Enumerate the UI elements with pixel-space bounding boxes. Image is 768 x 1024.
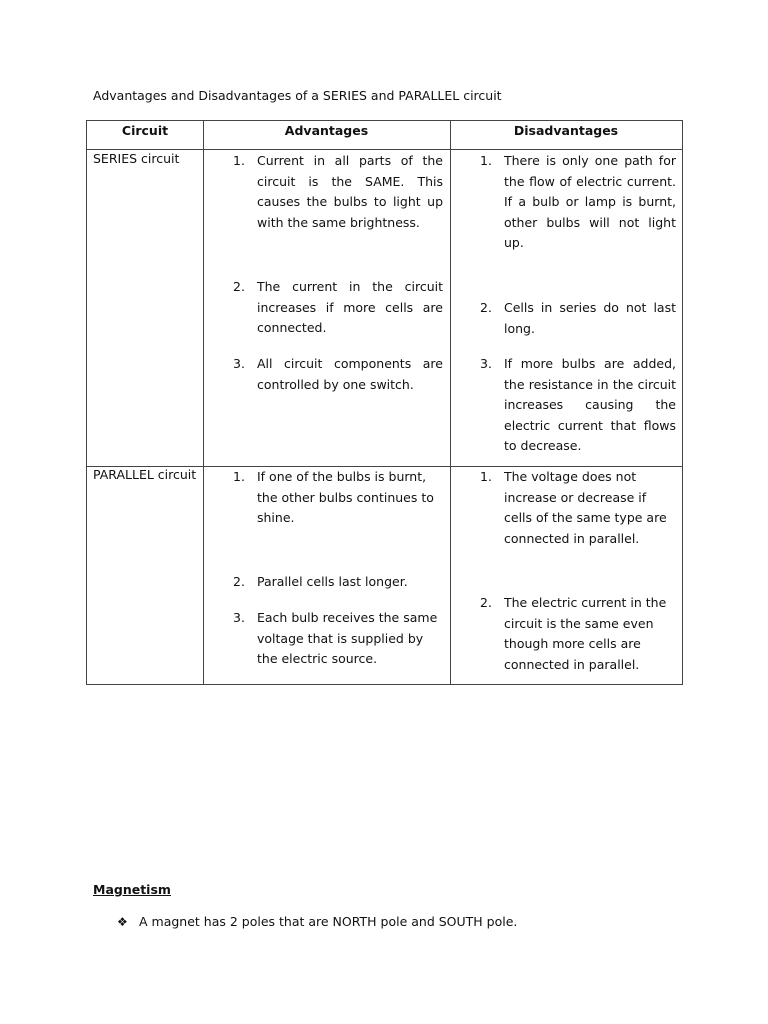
parallel-disadvantage-item <box>480 467 676 549</box>
item-text: The electric current in the circuit is the same even though more cells are connected in parallel. <box>504 595 667 672</box>
series-advantage-item <box>233 151 443 233</box>
item-number: 1. <box>233 153 245 168</box>
parallel-advantage-item <box>233 467 443 529</box>
item-text: Parallel cells last longer. <box>257 574 408 589</box>
item-text: The current in the circuit increases if more cells are connected. <box>257 279 443 335</box>
series-advantage-item <box>233 354 443 396</box>
header-disadvantages: Disadvantages <box>513 123 619 138</box>
item-number: 3. <box>233 610 245 625</box>
parallel-disadvantage-item <box>480 593 676 675</box>
diamond-bullet-icon: ❖ <box>117 915 128 929</box>
item-text: All circuit components are controlled by one switch. <box>257 356 443 392</box>
item-number: 3. <box>233 356 245 371</box>
item-number: 2. <box>480 300 492 315</box>
parallel-advantage-item <box>233 572 443 594</box>
item-text: If one of the bulbs is burnt, the other bulbs continues to shine. <box>257 469 434 525</box>
header-advantages: Advantages <box>284 123 369 138</box>
row-label-parallel: PARALLEL circuit <box>93 467 197 482</box>
parallel-advantage-item <box>233 608 443 670</box>
magnetism-heading: Magnetism <box>93 882 171 897</box>
bullet-list-item <box>117 914 517 929</box>
item-number: 2. <box>480 595 492 610</box>
series-disadvantage-item <box>480 151 676 253</box>
header-circuit: Circuit <box>121 123 169 138</box>
item-number: 2. <box>233 574 245 589</box>
series-disadvantage-item <box>480 354 676 458</box>
item-text: There is only one path for the flow of electric current. If a bulb or lamp is burnt, other bulbs will not light up. <box>504 153 676 250</box>
series-advantage-item <box>233 277 443 339</box>
document-title: Advantages and Disadvantages of a SERIES and PARALLEL circuit <box>93 88 502 103</box>
column-divider <box>450 121 451 684</box>
row-label-series: SERIES circuit <box>93 151 180 166</box>
series-disadvantage-item <box>480 298 676 340</box>
item-number: 1. <box>233 469 245 484</box>
item-text: Each bulb receives the same voltage that is supplied by the electric source. <box>257 610 438 666</box>
item-text: If more bulbs are added, the resistance in the circuit increases causing the electric current that flows to decrease. <box>504 356 676 453</box>
item-number: 1. <box>480 469 492 484</box>
item-number: 1. <box>480 153 492 168</box>
column-divider <box>203 121 204 684</box>
circuit-comparison-table <box>86 120 683 685</box>
item-text: The voltage does not increase or decrease if cells of the same type are connected in parallel. <box>504 469 667 546</box>
row-divider <box>87 149 682 150</box>
item-number: 2. <box>233 279 245 294</box>
item-text: Current in all parts of the circuit is the SAME. This causes the bulbs to light up with the same brightness. <box>257 153 443 230</box>
item-number: 3. <box>480 356 492 371</box>
item-text: Cells in series do not last long. <box>504 300 676 336</box>
bullet-text: A magnet has 2 poles that are NORTH pole and SOUTH pole. <box>139 914 518 929</box>
